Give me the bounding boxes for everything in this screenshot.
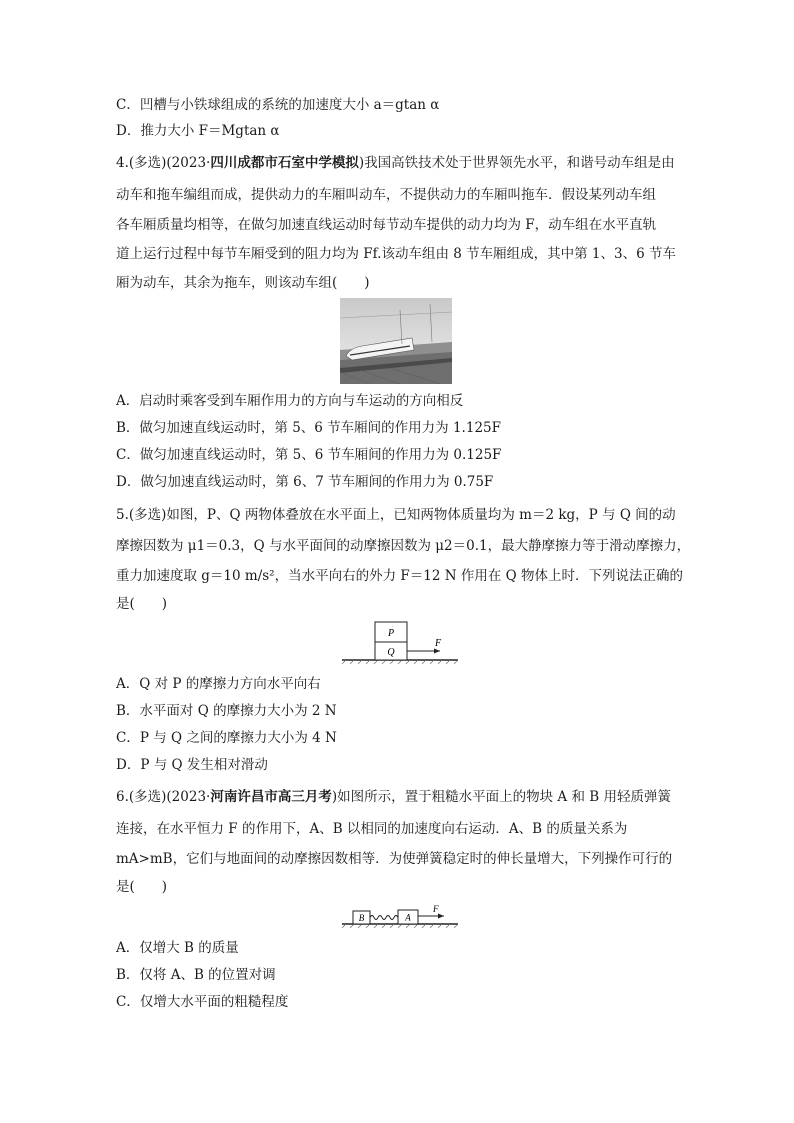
q6-line-3: mA>mB，它们与地面间的动摩擦因数相等．为使弹簧稳定时的伸长量增大，下列操作可行的 bbox=[116, 851, 673, 867]
q4-source: 四川成都市石室中学模拟 bbox=[210, 155, 359, 171]
q4-option-c: C．做匀加速直线运动时，第 5、6 节车厢间的作用力为 0.125F bbox=[116, 447, 502, 463]
q5-line-2: 摩擦因数为 μ1＝0.3，Q 与水平面间的动摩擦因数为 μ2＝0.1，最大静摩擦力等于滑动摩擦力， bbox=[116, 538, 691, 554]
block-q-label: Q bbox=[387, 647, 395, 658]
option-d-prev: D．推力大小 F＝Mgtan α bbox=[116, 123, 280, 139]
q4-line-2: 动车和拖车编组而成，提供动力的车厢叫动车，不提供动力的车厢叫拖车．假设某列动车组 bbox=[116, 187, 656, 203]
q5-line-1: 5.(多选)如图，P、Q 两物体叠放在水平面上，已知两物体质量均为 m＝2 kg，P 与 Q 间的动 bbox=[116, 507, 676, 523]
block-a-label: A bbox=[405, 912, 411, 923]
q6-text: )如图所示，置于粗糙水平面上的物块 A 和 B 用轻质弹簧 bbox=[331, 789, 671, 805]
q4-line-3: 各车厢质量均相等，在做匀加速直线运动时每节动车提供的动力均为 F，动车组在水平直轨 bbox=[116, 217, 657, 233]
q5-line-3: 重力加速度取 g＝10 m/s²，当水平向右的外力 F＝12 N 作用在 Q 物体上时．下列说法正确的 bbox=[116, 568, 683, 584]
spring-icon bbox=[370, 916, 398, 920]
q4-option-a: A．启动时乘客受到车厢作用力的方向与车运动的方向相反 bbox=[116, 393, 464, 409]
q5-option-d: D．P 与 Q 发生相对滑动 bbox=[116, 757, 268, 773]
q6-prefix: 6.(多选)(2023· bbox=[116, 789, 211, 805]
option-c-prev: C．凹槽与小铁球组成的系统的加速度大小 a＝gtan α bbox=[116, 97, 440, 113]
q4-option-b: B．做匀加速直线运动时，第 5、6 节车厢间的作用力为 1.125F bbox=[116, 420, 501, 436]
q5-option-a: A．Q 对 P 的摩擦力方向水平向右 bbox=[116, 676, 321, 692]
q6-option-b: B．仅将 A、B 的位置对调 bbox=[116, 967, 276, 983]
q5-line-4: 是( ) bbox=[116, 596, 168, 612]
force-f-label: F bbox=[435, 638, 442, 649]
q4-option-d: D．做匀加速直线运动时，第 6、7 节车厢间的作用力为 0.75F bbox=[116, 474, 494, 490]
train-photo bbox=[340, 298, 452, 384]
q4-line-4: 道上运行过程中每节车厢受到的阻力均为 Ff.该动车组由 8 节车厢组成，其中第 1、3、6 节车 bbox=[116, 246, 676, 262]
q4-text: )我国高铁技术处于世界领先水平，和谐号动车组是由 bbox=[358, 155, 675, 171]
q5-option-b: B．水平面对 Q 的摩擦力大小为 2 N bbox=[116, 703, 337, 719]
pq-blocks-diagram bbox=[340, 618, 460, 664]
q6-line-2: 连接，在水平恒力 F 的作用下，A、B 以相同的加速度向右运动．A、B 的质量关系为 bbox=[116, 821, 628, 837]
q6-line-4: 是( ) bbox=[116, 879, 168, 895]
force-f-label-2: F bbox=[433, 904, 439, 914]
q4-line-1 bbox=[116, 153, 675, 173]
block-p-label: P bbox=[387, 628, 395, 639]
q4-prefix: 4.(多选)(2023· bbox=[116, 155, 211, 171]
q6-option-a: A．仅增大 B 的质量 bbox=[116, 940, 239, 956]
block-b-label: B bbox=[358, 913, 365, 923]
q4-line-5: 厢为动车，其余为拖车，则该动车组( ) bbox=[116, 275, 370, 291]
q5-option-c: C．P 与 Q 之间的摩擦力大小为 4 N bbox=[116, 730, 337, 746]
ab-spring-diagram bbox=[340, 902, 460, 930]
q6-line-1 bbox=[116, 787, 671, 807]
q6-source: 河南许昌市高三月考 bbox=[210, 789, 332, 805]
q6-option-c: C．仅增大水平面的粗糙程度 bbox=[116, 994, 289, 1010]
